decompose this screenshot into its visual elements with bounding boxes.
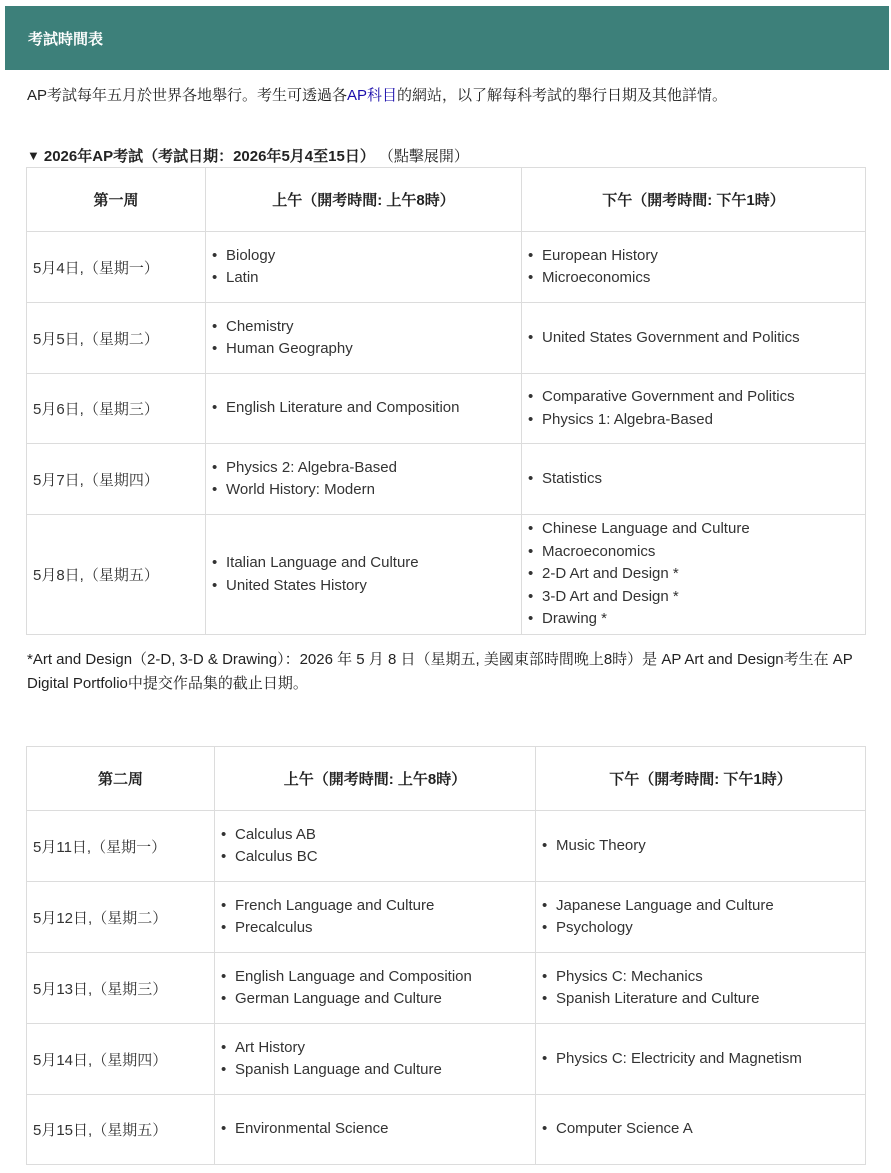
- exam-subject: • Music Theory: [542, 835, 859, 858]
- afternoon-exams: [522, 303, 866, 374]
- exam-list: [212, 316, 515, 361]
- table-row: [27, 303, 866, 374]
- exam-subject: • European History: [528, 245, 859, 268]
- art-design-note: *Art and Design（2-D, 3-D & Drawing）：2026 年 5 月 8 日（星期五, 美國東部時間晚上8時）是 AP Art and Design考生在 AP Digital Portfolio中提交作品集的截止日期。: [27, 651, 853, 692]
- table-row: [27, 882, 866, 953]
- exam-subject: • Psychology: [542, 917, 859, 940]
- exam-date: 5月15日,（星期五）: [27, 1095, 215, 1165]
- exam-date: 5月11日,（星期一）: [27, 811, 215, 882]
- exam-subject: • Chinese Language and Culture: [528, 518, 859, 541]
- intro-before: AP考試每年五月於世界各地舉行。考生可透過各: [27, 87, 348, 104]
- table-row: [27, 1024, 866, 1095]
- morning-exams: [206, 444, 522, 515]
- exam-list: [528, 386, 859, 431]
- week-header: 第二周: [27, 747, 215, 811]
- morning-exams: [215, 1095, 536, 1165]
- exam-subject: • United States Government and Politics: [528, 327, 859, 350]
- table-header-row: [27, 747, 866, 811]
- exam-list: [212, 245, 515, 290]
- exam-list: [528, 518, 859, 631]
- exam-list: [221, 824, 529, 869]
- exam-list: [542, 1048, 859, 1071]
- table-row: [27, 515, 866, 635]
- morning-exams: [206, 303, 522, 374]
- exam-subject: • French Language and Culture: [221, 895, 529, 918]
- exam-subject: • Statistics: [528, 468, 859, 491]
- exam-schedule-toggle[interactable]: [27, 145, 469, 166]
- table-header-row: [27, 168, 866, 232]
- table-row: [27, 1095, 866, 1165]
- afternoon-header: 下午（開考時間: 下午1時）: [522, 168, 866, 232]
- afternoon-exams: [536, 1024, 866, 1095]
- exam-subject: • Macroeconomics: [528, 541, 859, 564]
- afternoon-exams: [522, 444, 866, 515]
- exam-subject: • Latin: [212, 267, 515, 290]
- exam-date: 5月14日,（星期四）: [27, 1024, 215, 1095]
- afternoon-header: 下午（開考時間: 下午1時）: [536, 747, 866, 811]
- exam-subject: • Spanish Literature and Culture: [542, 988, 859, 1011]
- exam-list: [542, 835, 859, 858]
- morning-exams: [215, 1024, 536, 1095]
- afternoon-exams: [522, 515, 866, 635]
- exam-subject: • Art History: [221, 1037, 529, 1060]
- table-row: [27, 811, 866, 882]
- exam-list: [542, 895, 859, 940]
- table-row: [27, 444, 866, 515]
- intro-text: [27, 84, 727, 105]
- exam-list: [542, 1118, 859, 1141]
- morning-exams: [215, 953, 536, 1024]
- morning-header: 上午（開考時間: 上午8時）: [215, 747, 536, 811]
- table-row: [27, 374, 866, 444]
- exam-subject: • Drawing *: [528, 608, 859, 631]
- table-row: [27, 232, 866, 303]
- exam-subject: • Physics 1: Algebra-Based: [528, 409, 859, 432]
- exam-subject: • Physics C: Electricity and Magnetism: [542, 1048, 859, 1071]
- ap-subject-link[interactable]: AP科目: [347, 87, 398, 104]
- exam-subject: • Environmental Science: [221, 1118, 529, 1141]
- morning-exams: [215, 811, 536, 882]
- exam-subject: • Chemistry: [212, 316, 515, 339]
- morning-exams: [215, 882, 536, 953]
- morning-exams: [206, 374, 522, 444]
- afternoon-exams: [536, 882, 866, 953]
- summary-title: 2026年AP考試（考試日期：2026年5月4至15日）: [43, 148, 375, 165]
- expand-triangle-icon: ▼: [27, 148, 40, 163]
- exam-list: [221, 1118, 529, 1141]
- exam-subject: • Comparative Government and Politics: [528, 386, 859, 409]
- exam-list: [221, 895, 529, 940]
- summary-hint: （點擊展開）: [378, 148, 469, 165]
- afternoon-exams: [536, 1095, 866, 1165]
- morning-header: 上午（開考時間: 上午8時）: [206, 168, 522, 232]
- morning-exams: [206, 515, 522, 635]
- exam-subject: • Spanish Language and Culture: [221, 1059, 529, 1082]
- table-row: [27, 953, 866, 1024]
- exam-date: 5月8日,（星期五）: [27, 515, 206, 635]
- exam-subject: • Human Geography: [212, 338, 515, 361]
- exam-date: 5月6日,（星期三）: [27, 374, 206, 444]
- exam-subject: • Physics C: Mechanics: [542, 966, 859, 989]
- exam-subject: • Italian Language and Culture: [212, 552, 515, 575]
- exam-list: [212, 552, 515, 597]
- afternoon-exams: [536, 811, 866, 882]
- exam-subject: • English Literature and Composition: [212, 397, 515, 420]
- exam-date: 5月12日,（星期二）: [27, 882, 215, 953]
- exam-subject: • Biology: [212, 245, 515, 268]
- exam-subject: • German Language and Culture: [221, 988, 529, 1011]
- exam-list: [221, 1037, 529, 1082]
- exam-subject: • 2-D Art and Design *: [528, 563, 859, 586]
- exam-subject: • Physics 2: Algebra-Based: [212, 457, 515, 480]
- morning-exams: [206, 232, 522, 303]
- exam-subject: • Computer Science A: [542, 1118, 859, 1141]
- exam-subject: • 3-D Art and Design *: [528, 586, 859, 609]
- exam-list: [212, 457, 515, 502]
- page-header: [5, 6, 889, 70]
- week-header: 第一周: [27, 168, 206, 232]
- exam-subject: • Calculus BC: [221, 846, 529, 869]
- exam-date: 5月4日,（星期一）: [27, 232, 206, 303]
- exam-list: [542, 966, 859, 1011]
- exam-subject: • Japanese Language and Culture: [542, 895, 859, 918]
- exam-subject: • World History: Modern: [212, 479, 515, 502]
- afternoon-exams: [522, 374, 866, 444]
- exam-list: [528, 245, 859, 290]
- afternoon-exams: [536, 953, 866, 1024]
- exam-subject: • English Language and Composition: [221, 966, 529, 989]
- week1-table: [26, 167, 866, 635]
- header-title: 考試時間表: [28, 30, 104, 48]
- exam-list: [221, 966, 529, 1011]
- exam-subject: • Calculus AB: [221, 824, 529, 847]
- week2-table: [26, 746, 866, 1165]
- exam-list: [528, 327, 859, 350]
- exam-subject: • United States History: [212, 575, 515, 598]
- exam-subject: • Precalculus: [221, 917, 529, 940]
- exam-subject: • Microeconomics: [528, 267, 859, 290]
- afternoon-exams: [522, 232, 866, 303]
- exam-date: 5月7日,（星期四）: [27, 444, 206, 515]
- exam-date: 5月5日,（星期二）: [27, 303, 206, 374]
- exam-list: [528, 468, 859, 491]
- exam-date: 5月13日,（星期三）: [27, 953, 215, 1024]
- exam-list: [212, 397, 515, 420]
- intro-after: 的網站，以了解每科考試的舉行日期及其他詳情。: [397, 87, 728, 104]
